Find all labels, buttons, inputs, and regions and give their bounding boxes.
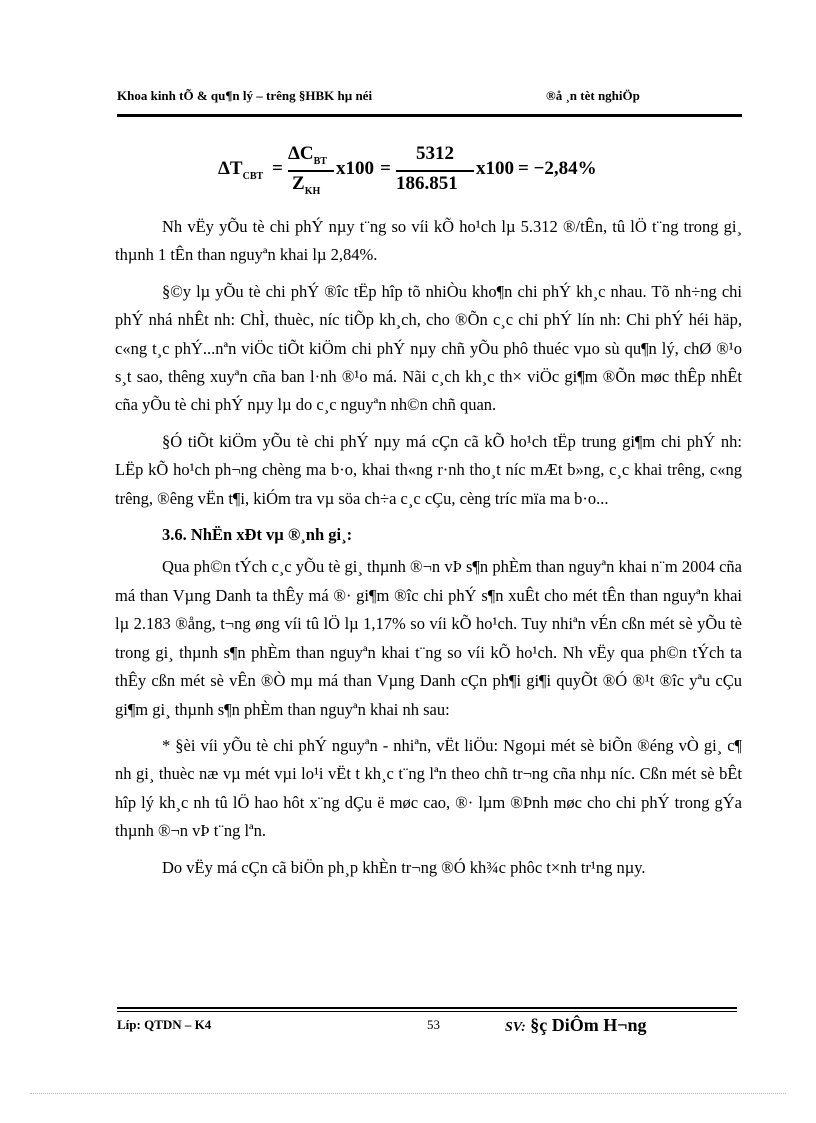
section-heading: 3.6. NhËn xÐt vµ ®¸nh gi¸: — [162, 525, 353, 545]
footer-rule — [117, 1007, 737, 1009]
page-header — [117, 88, 742, 108]
fraction-bar-2 — [396, 170, 474, 172]
header-faculty: Khoa kinh tÕ & qu¶n lý – trêng §HBK hµ néi — [117, 88, 373, 103]
formula-den2: 186.851 — [396, 173, 458, 194]
formula-den1: $Z_{KH}$ — [292, 173, 321, 197]
paragraph: Qua ph©n tÝch c¸c yÕu tè gi¸ thµnh ®¬n vÞ s¶n phÈm than nguyªn khai n¨m 2004 cña má than Vµng Danh ta thÊy má ®· gi¶m ®îc chi phÝ s¶n xuÊt cho mét tÊn than nguyªn khai lµ 2.183 ®ång, t¬ng øng víi tû lÖ lµ 1,17% so víi kÕ ho¹ch. Tuy nhiªn vÉn cßn mét sè yÕu tè trong gi¸ thµnh s¶n phÈm than nguyªn khai t¨ng so víi kÕ ho¹ch. Nh vËy qua ph©n tÝch ta thÊy cßn mét sè vÊn ®Ò mµ má than Vµng Danh cÇn ph¶i gi¶i quyÕt ®Ó ®¹t ®îc yªu cÇu gi¶m gi¸ thµnh s¶n phÈm than nguyªn khai nh sau: — [115, 557, 742, 719]
paragraph: Nh vËy yÕu tè chi phÝ nµy t¨ng so víi kÕ ho¹ch lµ 5.312 ®/tÊn, tû lÖ t¨ng trong gi¸ thµnh 1 tÊn than nguyªn khai lµ 2,84%. — [115, 217, 742, 265]
paragraph: * §èi víi yÕu tè chi phÝ nguyªn - nhiªn, vËt liÖu: Ngoµi mét sè biÕn ®éng vÒ gi¸ c¶ nh gi¸ thuèc næ vµ mét vµi lo¹i vËt t kh¸c t¨ng lªn theo chñ tr¬ng cña nhµ níc. Cßn mét sè bÊt hîp lý kh¸c nh tû lÖ hao hôt x¨ng dÇu ë møc cao, ®· lµm ®Þnh møc cho chi phÝ trong gÝa thµnh ®¬n vÞ t¨ng lªn. — [115, 735, 742, 841]
paragraph: §©y lµ yÕu tè chi phÝ ®îc tËp hîp tõ nhiÒu kho¶n chi phÝ kh¸c nhau. Tõ nh÷ng chi phÝ nhá nhÊt nh: ChÌ, thuèc, níc tiÕp kh¸ch, cho ®Õn c¸c chi phÝ lín nh: Chi phÝ héi häp, c«ng t¸c phÝ...nªn viÖc tiÕt kiÖm chi phÝ nµy chñ yÕu phô thuéc vµo sù qu¶n lý, chØ ®¹o s¸t sao, thêng xuyªn cña ban l·nh ®¹o má. Nãi c¸ch kh¸c th× viÖc gi¶m ®Õn møc thÊp nhÊt cña yÕu tè chi phÝ nµy lµ do c¸c nguyªn nh©n chñ quan. — [115, 281, 742, 415]
paragraph: Do vËy má cÇn cã biÖn ph¸p khÈn tr¬ng ®Ó kh¾c phôc t×nh tr¹ng nµy. — [162, 857, 646, 877]
formula-num1: $\Delta C_{BT}$ — [288, 143, 327, 167]
header-rule — [117, 114, 742, 117]
page-edge-dotted-line — [30, 1093, 786, 1094]
formula-eq2: = — [380, 158, 391, 179]
formula-result: = −2,84% — [518, 158, 597, 179]
formula-times1: x100 — [336, 158, 374, 179]
page-number: 53 — [427, 1017, 440, 1032]
footer-student: SV: §ç DiÔm H¬ng — [505, 1015, 647, 1035]
formula — [218, 140, 618, 198]
footer-rule-thin — [117, 1011, 737, 1012]
header-thesis: ®å ¸n tèt nghiÖp — [546, 88, 640, 103]
paragraph: §Ó tiÕt kiÖm yÕu tè chi phÝ nµy má cÇn cã kÕ ho¹ch tËp trung gi¶m chi phÝ nh: LËp kÕ ho¹ch ph¬ng chèng ma b·o, khai th«ng r·nh tho¸t níc mÆt b»ng, c¸c khai trêng, c«ng trêng, ®êng vËn t¶i, kiÓm tra vµ söa ch÷a c¸c cÇu, cèng tríc mïa ma b·o... — [115, 431, 742, 508]
footer-class: Líp: QTDN – K4 — [117, 1017, 212, 1032]
page-footer — [117, 1015, 737, 1045]
formula-times2: x100 — [476, 158, 514, 179]
formula-num2: 5312 — [416, 143, 454, 164]
formula-eq1: = — [272, 158, 283, 179]
formula-lhs: $\Delta T_{CBT}$ — [218, 158, 264, 182]
body-text — [115, 213, 742, 890]
fraction-bar-1 — [288, 170, 334, 172]
